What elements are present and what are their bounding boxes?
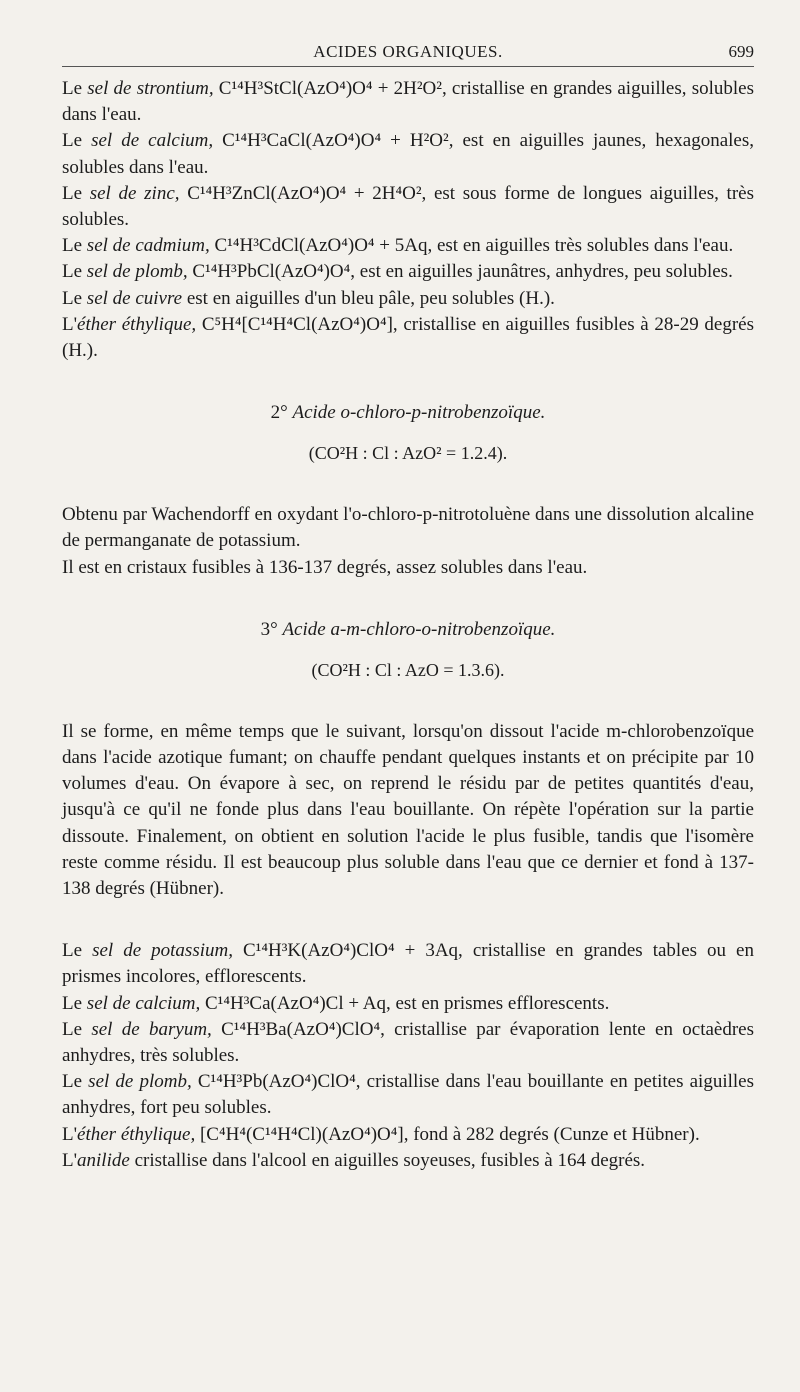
header-rule: [62, 66, 754, 67]
salt-paragraph: Le sel de potassium, C¹⁴H³K(AzO⁴)ClO⁴ + 3Aq, cristallise en grandes tables ou en prismes incolores, efflorescents.: [62, 940, 754, 988]
body-paragraph: Il se forme, en même temps que le suivant, lorsqu'on dissout l'acide m-chlorobenzoïque dans l'acide azotique fumant; on chauffe pendant quelques instants et on précipite par 10 volumes d'eau. On évapore à sec, on reprend le résidu par de petites quantités d'eau, jusqu'à ce qu'il ne fonde plus dans l'eau bouillante. On répète l'opération sur la partie dissoute. Finalement, on obtient en solution l'acide le plus fusible, tandis que l'isomère reste comme résidu. Il est beaucoup plus soluble dans l'eau que ce dernier et fond à 137-138 degrés (Hübner).: [62, 720, 754, 900]
body-paragraph: Il est en cristaux fusibles à 136-137 degrés, assez solubles dans l'eau.: [62, 556, 588, 578]
section-formula: (CO²H : Cl : AzO² = 1.2.4).: [308, 443, 508, 464]
anilide-paragraph: L'anilide cristallise dans l'alcool en aiguilles soyeuses, fusibles à 164 degrés.: [62, 1149, 646, 1171]
section-heading: 2° Acide o-chloro-p-nitrobenzoïque.: [270, 402, 546, 424]
salt-paragraph: Le sel de plomb, C¹⁴H³Pb(AzO⁴)ClO⁴, cristallise dans l'eau bouillante en petites aiguilles anhydres, fort peu solubles.: [62, 1071, 754, 1119]
salt-paragraph: Le sel de calcium, C¹⁴H³CaCl(AzO⁴)O⁴ + H²O², est en aiguilles jaunes, hexagonales, solubles dans l'eau.: [62, 130, 754, 178]
salt-paragraph: Le sel de calcium, C¹⁴H³Ca(AzO⁴)Cl + Aq, est en prismes efflorescents.: [62, 992, 610, 1014]
salt-paragraph: Le sel de plomb, C¹⁴H³PbCl(AzO⁴)O⁴, est en aiguilles jaunâtres, anhydres, peu solubles.: [62, 261, 733, 283]
salt-paragraph: Le sel de cuivre est en aiguilles d'un bleu pâle, peu solubles (H.).: [62, 287, 555, 309]
section-heading: 3° Acide a-m-chloro-o-nitrobenzoïque.: [260, 618, 556, 640]
ether-paragraph: L'éther éthylique, [C⁴H⁴(C¹⁴H⁴Cl)(AzO⁴)O⁴], fond à 282 degrés (Cunze et Hübner).: [62, 1123, 700, 1145]
running-title: ACIDES ORGANIQUES.: [313, 42, 503, 61]
salt-paragraph: Le sel de cadmium, C¹⁴H³CdCl(AzO⁴)O⁴ + 5Aq, est en aiguilles très solubles dans l'eau.: [62, 235, 734, 257]
salt-paragraph: Le sel de zinc, C¹⁴H³ZnCl(AzO⁴)O⁴ + 2H⁴O², est sous forme de longues aiguilles, très solubles.: [62, 182, 754, 231]
salt-paragraph: Le sel de baryum, C¹⁴H³Ba(AzO⁴)ClO⁴, cristallise par évaporation lente en octaèdres anhydres, très solubles.: [62, 1018, 754, 1067]
salt-paragraph: Le sel de strontium, C¹⁴H³StCl(AzO⁴)O⁴ + 2H²O², cristallise en grandes aiguilles, solubles dans l'eau.: [62, 78, 754, 126]
ether-paragraph: L'éther éthylique, C⁵H⁴[C¹⁴H⁴Cl(AzO⁴)O⁴], cristallise en aiguilles fusibles à 28-29 degrés (H.).: [62, 313, 754, 362]
running-header: [62, 0, 754, 61]
page-body: [62, 76, 754, 1174]
page-number: 699: [728, 42, 754, 61]
section-formula: (CO²H : Cl : AzO = 1.3.6).: [311, 659, 505, 680]
body-paragraph: Obtenu par Wachendorff en oxydant l'o-chloro-p-nitrotoluène dans une dissolution alcaline de permanganate de potassium.: [62, 504, 754, 552]
